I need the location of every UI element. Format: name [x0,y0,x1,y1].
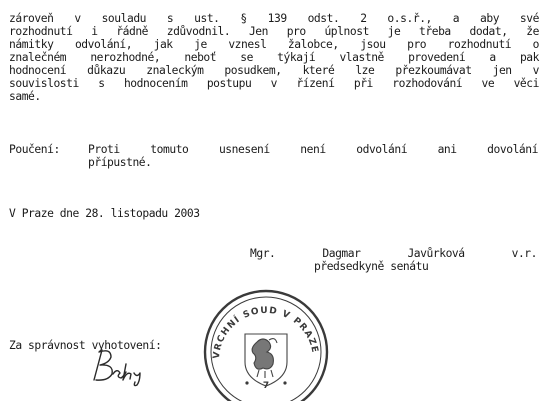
body-line-3: námitky odvolání, jak je vznesl žalobce, jsou pro rozhodnutí o [9,38,539,51]
lion-emblem-icon [245,334,287,386]
stamp-number: 7 [262,381,270,391]
svg-text:VRCHNÍ SOUD V PRAZE: VRCHNÍ SOUD V PRAZE [211,305,320,360]
instruction-line-2: přípustné. [88,156,152,169]
instruction-line-1: Proti tomuto usnesení není odvolání ani dovolání [88,143,538,156]
signatory-name: Mgr. Dagmar Javůrková v.r. [250,247,537,260]
place-date: V Praze dne 28. listopadu 2003 [9,207,200,220]
signatory-role: předsedkyně senátu [314,260,429,273]
body-line-5: hodnocení důkazu znaleckým posudkem, které lze přezkoumávat jen v [9,64,539,77]
instruction-label: Poučení: [9,143,60,156]
body-line-1: zároveň v souladu s ust. § 139 odst. 2 o.s.ř., a aby své [9,12,539,25]
body-line-6: souvislosti s hodnocením postupu v řízení při rozhodování ve věci [9,77,539,90]
body-line-2: rozhodnutí i řádně zdůvodnil. Jen pro úplnost je třeba dodat, že [9,25,539,38]
court-stamp-seal [199,282,329,401]
body-line-7: samé. [9,90,41,103]
certification-label: Za správnost vyhotovení: [9,339,162,352]
body-line-4: znalečném nerozhodné, neboť se týkají vlastně provedení a pak [9,51,539,64]
handwritten-signature [80,340,158,388]
